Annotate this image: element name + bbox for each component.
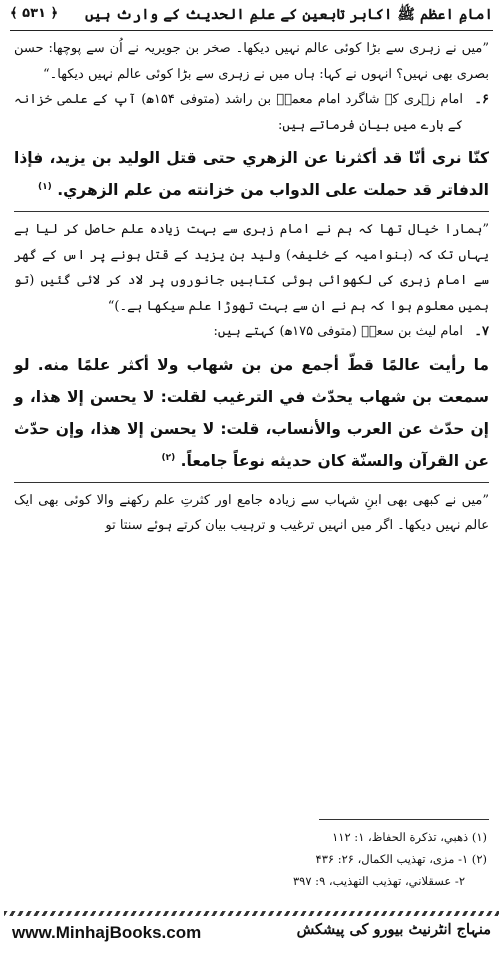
page-header (10, 6, 493, 32)
urdu-translation-1: ”میں نے زہری سے بڑا کوئی عالم نہیں دیکھا۔ صخر بن جویریہ نے اُن سے پوچھا: حسن بصری بھی نہیں؟ انہوں نے کہا: ہاں میں نے زہری سے بڑا کوئی عالم نہیں دیکھا۔“ (14, 41, 489, 82)
paragraph-text-7: امام لیث بن سعدؒ (متوفی ۱۷۵ھ) کہتے ہیں: (213, 324, 463, 339)
paragraph-number-6: ۶۔ (474, 92, 489, 107)
arabic-quote-1 (14, 142, 489, 206)
footnote-rule (319, 819, 489, 820)
arabic-quote-2-text: ما رأيت عالمًا قطّ أجمع من بن شهاب ولا أكثر علمًا منه. لو سمعت بن شهاب يحدّث في الترغيب لقلت: لا يحسن إلا هذا، و إن حدّث عن العرب والأنساب، قلت: لا يحسن إلا هذا، وإن حدّث عن القرآن والسنّة كان حديثه نوعاً جامعاً. (14, 355, 489, 470)
arabic-quote-2 (14, 349, 489, 477)
page-footer (12, 921, 491, 947)
paragraph-number-7: ۷۔ (474, 324, 489, 339)
running-title: امامِ اعظم ﷺ اکابر تابعین کے علمِ الحدیث کے وارث ہیں (85, 6, 493, 23)
footer-dashed-rule (4, 911, 499, 916)
header-rule (10, 30, 493, 31)
urdu-translation-2: ”ہمارا خیال تھا کہ ہم نے امام زہری سے بہت زیادہ علم حاصل کر لیا ہے یہاں تک کہ (بنوامیہ کے خلیفہ) ولید بن یزید کے قتل ہونے پر اس کے گھر سے امام زہری کی لکھوائی ہوئی کتابیں جانوروں پر لاد کر لائی گئیں (تو ہمیں معلوم ہوا کہ ہم نے ان سے بہت تھوڑا علم سیکھا ہے۔)“ (14, 222, 489, 314)
footnote-item: ۲- عسقلاني، تهذيب التهذيب، ۹: ۳۹۷ (293, 874, 465, 888)
page-body (14, 36, 489, 539)
footnote-ref-2: (۲) (161, 452, 176, 463)
page-number: ﴿ ۵۳۱ ﴾ (10, 6, 59, 21)
footnote-ref-1: (۱) (38, 181, 52, 192)
numbered-paragraph-7 (14, 319, 489, 345)
numbered-paragraph-6 (14, 87, 489, 138)
separator-rule (14, 211, 489, 212)
urdu-translation-3: ”میں نے کبھی بھی ابنِ شہاب سے زیادہ جامع اور کثرتِ علم رکھنے والا کوئی بھی ایک عالم نہیں دیکھا۔ اگر میں انہیں ترغیب و ترہیب بیان کرتے ہوئے سنتا تو (14, 492, 489, 533)
footnotes (150, 826, 487, 892)
arabic-quote-1-text: كنّا نرى أنّا قد أكثرنا عن الزهري حتى قتل الوليد بن يزيد، فإذا الدفاتر قد حملت على الدواب من خزانته من علم الزهري. (14, 149, 489, 199)
website-link[interactable]: www.MinhajBooks.com (12, 923, 202, 942)
footnote-item: (۲) ۱- مزی، تهذيب الكمال، ۲۶: ۴۳۶ (315, 852, 487, 866)
separator-rule (14, 482, 489, 483)
footnote-item: (۱) ذهبي، تذكرة الحفاظ، ۱: ۱۱۲ (332, 830, 487, 844)
publisher-tagline: منہاج انٹرنیٹ بیورو کی پیشکش (296, 921, 491, 938)
paragraph-text-6: امام زہری کے شاگرد امام معمرؒ بن راشد (متوفی ۱۵۴ھ) آپ کے علمی خزانہ کے بارے میں بیان فرماتے ہیں: (14, 92, 463, 133)
